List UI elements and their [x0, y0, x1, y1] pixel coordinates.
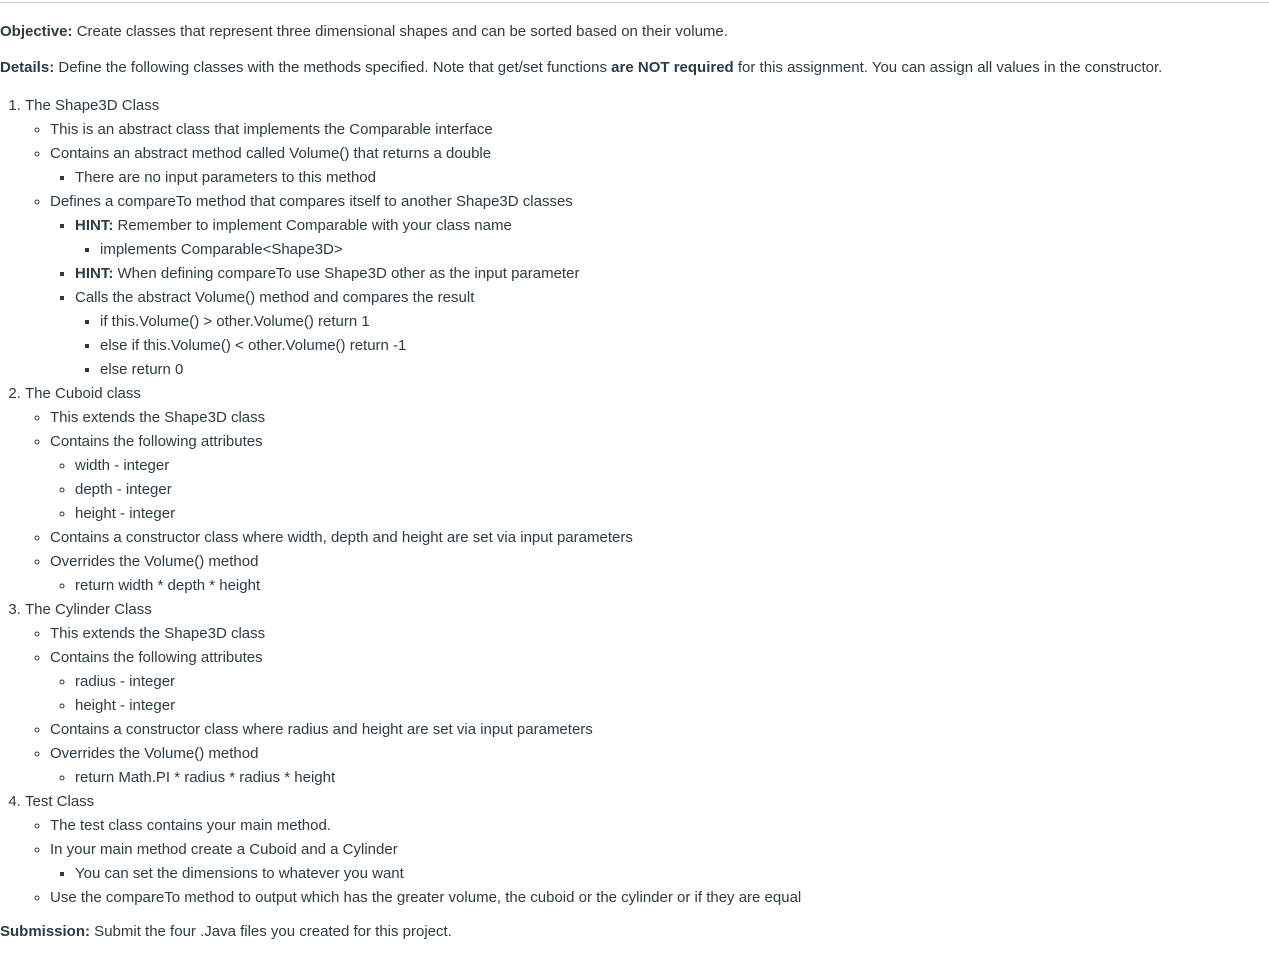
test-compare-text: Use the compareTo method to output which has the greater volume, the cuboid or the cylinder or if they are equal	[50, 889, 802, 906]
attribute-text: height - integer	[75, 505, 176, 522]
details-text-before: Define the following classes with the methods specified. Note that get/set functions	[54, 59, 612, 76]
cuboid-constructor-text: Contains a constructor class where width, depth and height are set via input parameters	[50, 529, 633, 546]
list-item	[50, 622, 801, 646]
list-item	[75, 670, 801, 694]
list-item	[50, 142, 801, 190]
attribute-text: radius - integer	[75, 673, 176, 690]
test-main-text: The test class contains your main method.	[50, 817, 331, 834]
list-item	[50, 886, 801, 910]
hint-text: Remember to implement Comparable with your class name	[113, 217, 512, 234]
list-item	[75, 166, 801, 190]
list-item	[75, 862, 801, 886]
shape3d-title: The Shape3D Class	[25, 97, 160, 114]
shape3d-compareto-sub	[50, 214, 801, 382]
list-item	[50, 118, 801, 142]
cylinder-bullets	[25, 622, 801, 790]
cylinder-constructor-text: Contains a constructor class where radius and height are set via input parameters	[50, 721, 593, 738]
test-title: Test Class	[25, 793, 95, 810]
cuboid-extends-text: This extends the Shape3D class	[50, 409, 266, 426]
shape3d-bullets	[25, 118, 801, 382]
list-item	[75, 766, 801, 790]
cuboid-overrides-text: Overrides the Volume() method	[50, 553, 259, 570]
hint-text: When defining compareTo use Shape3D other as the input parameter	[113, 265, 580, 282]
details-label: Details:	[0, 59, 55, 76]
list-item	[50, 742, 801, 790]
cylinder-attributes-list	[50, 670, 801, 718]
shape3d-volume-sub	[50, 166, 801, 190]
hint1-sub	[75, 238, 801, 262]
list-item	[50, 550, 801, 598]
cuboid-bullets	[25, 406, 801, 598]
list-item	[100, 310, 801, 334]
list-item	[75, 478, 801, 502]
cuboid-attributes-text: Contains the following attributes	[50, 433, 263, 450]
return-text: return width * depth * height	[75, 577, 261, 594]
submission-paragraph	[0, 922, 452, 942]
hint-label: HINT:	[75, 217, 114, 234]
cylinder-attributes-text: Contains the following attributes	[50, 649, 263, 666]
list-item	[100, 334, 801, 358]
objective-text: Create classes that represent three dimensional shapes and can be sorted based on their volume.	[72, 23, 728, 40]
list-item-test	[25, 790, 801, 910]
details-emphasis: are NOT required	[611, 59, 734, 76]
attribute-text: depth - integer	[75, 481, 172, 498]
shape3d-no-params-text: There are no input parameters to this method	[75, 169, 376, 186]
test-bullets	[25, 814, 801, 910]
list-item	[100, 358, 801, 382]
calls-sub	[75, 310, 801, 382]
list-item	[100, 238, 801, 262]
cuboid-title: The Cuboid class	[25, 385, 141, 402]
list-item	[50, 526, 801, 550]
return-text: return Math.PI * radius * radius * height	[75, 769, 336, 786]
calls-text: Calls the abstract Volume() method and compares the result	[75, 289, 475, 306]
list-item	[50, 406, 801, 430]
shape3d-volume-text: Contains an abstract method called Volume() that returns a double	[50, 145, 492, 162]
objective-paragraph	[0, 22, 728, 42]
list-item	[75, 214, 801, 262]
compare-rule-text: if this.Volume() > other.Volume() return 1	[100, 313, 370, 330]
cylinder-overrides-sub	[50, 766, 801, 790]
list-item	[50, 838, 801, 886]
cylinder-title: The Cylinder Class	[25, 601, 152, 618]
shape3d-compareto-text: Defines a compareTo method that compares itself to another Shape3D classes	[50, 193, 573, 210]
shape3d-abstract-text: This is an abstract class that implements the Comparable interface	[50, 121, 493, 138]
cuboid-overrides-sub	[50, 574, 801, 598]
top-divider	[0, 2, 1269, 3]
submission-text: Submit the four .Java files you created for this project.	[90, 923, 452, 940]
requirements-list	[0, 94, 801, 910]
compare-rule-text: else return 0	[100, 361, 184, 378]
list-item-cylinder	[25, 598, 801, 790]
list-item	[75, 574, 801, 598]
list-item	[75, 454, 801, 478]
test-dimensions-text: You can set the dimensions to whatever you want	[75, 865, 404, 882]
details-text-after: for this assignment. You can assign all values in the constructor.	[733, 59, 1163, 76]
list-item	[75, 694, 801, 718]
hint-label: HINT:	[75, 265, 114, 282]
list-item	[75, 286, 801, 382]
details-paragraph	[0, 58, 1162, 78]
attribute-text: width - integer	[75, 457, 170, 474]
cuboid-attributes-list	[50, 454, 801, 526]
cylinder-extends-text: This extends the Shape3D class	[50, 625, 266, 642]
test-create-text: In your main method create a Cuboid and a Cylinder	[50, 841, 398, 858]
list-item	[75, 262, 801, 286]
objective-label: Objective:	[0, 23, 73, 40]
list-item	[50, 430, 801, 526]
submission-label: Submission:	[0, 923, 91, 940]
list-item	[50, 190, 801, 382]
list-item	[50, 718, 801, 742]
compare-rule-text: else if this.Volume() < other.Volume() return -1	[100, 337, 407, 354]
implements-text: implements Comparable<Shape3D>	[100, 241, 343, 258]
list-item-shape3d	[25, 94, 801, 382]
list-item	[50, 814, 801, 838]
test-create-sub	[50, 862, 801, 886]
list-item	[50, 646, 801, 718]
cylinder-overrides-text: Overrides the Volume() method	[50, 745, 259, 762]
list-item	[75, 502, 801, 526]
attribute-text: height - integer	[75, 697, 176, 714]
list-item-cuboid	[25, 382, 801, 598]
